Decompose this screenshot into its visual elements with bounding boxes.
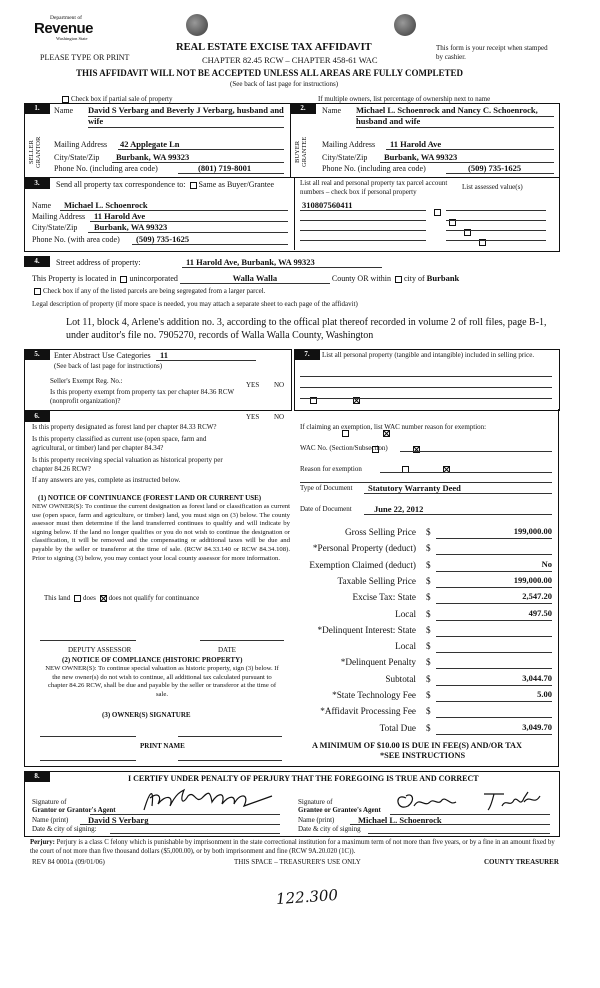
financial-row-value: 2,547.20 [436, 589, 552, 604]
currency-sign: $ [426, 527, 431, 537]
financial-row [300, 671, 556, 687]
logo-name: Revenue [34, 20, 94, 37]
location-row: This Property is located in unincorporated Walla Walla County OR within city of Burbank [32, 273, 460, 283]
financial-row [300, 622, 556, 638]
segregated-row: Check box if any of the listed parcels are being segregated from a larger parcel. [32, 287, 265, 296]
warning-text: THIS AFFIDAVIT WILL NOT BE ACCEPTED UNLESS ALL AREAS ARE FULLY COMPLETED [76, 68, 464, 78]
seller-phone: (801) 719-8001 [198, 163, 252, 173]
continuance-row: This land does does not qualify for continuance [44, 594, 200, 602]
section-5-number: 5. [24, 349, 50, 360]
doc-type: Statutory Warranty Deed [368, 483, 461, 493]
unincorporated-checkbox[interactable] [120, 276, 127, 283]
s6-note: If any answers are yes, complete as instructed below. [32, 476, 181, 484]
buyer-city: Burbank, WA 99323 [384, 152, 458, 162]
financial-row-label: *Personal Property (deduct) [312, 543, 416, 554]
parcel-list-label: List all real and personal property tax parcel account numbers – check box if personal property [300, 179, 448, 196]
section-3-number: 3. [24, 178, 50, 189]
see-instructions: *SEE INSTRUCTIONS [380, 751, 466, 760]
grantor-sig-label-1: Signature of [32, 798, 67, 806]
notice1-title: (1) NOTICE OF CONTINUANCE (FOREST LAND OR CURRENT USE) [38, 494, 262, 502]
s3-city-label: City/State/Zip [32, 223, 78, 232]
financial-row-label: Subtotal [385, 673, 416, 684]
financial-row [300, 687, 556, 703]
seller-city-label: City/State/Zip [54, 153, 100, 162]
city-checkbox[interactable] [395, 276, 402, 283]
seller-side-label: SELLER GRANTOR [28, 136, 42, 168]
s3-phone-label: Phone No. (with area code) [32, 235, 120, 244]
grantor-sig-label-2: Grantor or Grantor's Agent [32, 806, 116, 814]
wac-claim-label: If claiming an exemption, list WAC number reason for exemption: [300, 423, 487, 431]
parcel-checkbox-1[interactable] [434, 209, 441, 216]
currency-sign: $ [426, 722, 431, 733]
financial-row-label: Exemption Claimed (deduct) [309, 559, 416, 570]
abstract-note: (See back of last page for instructions) [54, 362, 163, 370]
seller-city: Burbank, WA 99323 [116, 152, 190, 162]
financial-row-value [436, 654, 552, 669]
currency-sign: $ [426, 706, 431, 717]
financial-row-value: 5.00 [436, 687, 552, 702]
financial-row-value: No [436, 557, 552, 572]
notice2-text: NEW OWNER(S): To continue special valuation as historic property, sign (3) below. If the new owner(s) do not wish to continue, all additional tax calculated pursuant to chapter 84.26 RCW, shall be due and payable by the seller or transferor at the time of sale. [45, 665, 279, 698]
form-subtitle: CHAPTER 82.45 RCW – CHAPTER 458-61 WAC [202, 55, 378, 65]
logo-dept: Department of [50, 15, 82, 21]
form-revision: REV 84 0001a (09/01/06) [32, 858, 105, 866]
financial-row-label: *Delinquent Penalty [340, 657, 416, 668]
buyer-name-label: Name [322, 106, 342, 115]
financial-row [300, 720, 556, 736]
grantor-date-label: Date & city of signing: [32, 825, 97, 833]
financial-row [300, 606, 556, 622]
financial-row-label: Local [395, 608, 416, 619]
instructions-note: (See back of last page for instructions) [230, 80, 339, 88]
financial-row [300, 703, 556, 719]
section-1-number: 1. [24, 103, 50, 114]
binder-hole-left [186, 14, 208, 36]
grantor-name: David S Verbarg [88, 815, 149, 825]
seller-phone-label: Phone No. (including area code) [54, 164, 158, 173]
s6-yes-label: YES [246, 413, 260, 421]
section-6-number: 6. [24, 411, 50, 422]
tax-correspondence-label: Send all property tax correspondence to: Same as Buyer/Grantee [56, 180, 275, 189]
grantee-sig-label-1: Signature of [298, 798, 333, 806]
s6-q1: Is this property designated as forest land per chapter 84.33 RCW? [32, 423, 217, 431]
financial-row-value [436, 622, 552, 637]
currency-sign: $ [426, 608, 431, 619]
print-note: PLEASE TYPE OR PRINT [40, 53, 130, 62]
s5-no-label: NO [274, 381, 285, 389]
financial-row-label: *Affidavit Processing Fee [320, 706, 416, 717]
financial-row [300, 589, 556, 605]
financial-row [300, 573, 556, 589]
currency-sign: $ [426, 673, 431, 684]
financial-row [300, 654, 556, 670]
property-street: 11 Harold Ave, Burbank, WA 99323 [186, 257, 315, 267]
partial-sale: Check box if partial sale of property [60, 95, 172, 104]
s6-no-label: NO [274, 413, 285, 421]
property-city: Burbank [426, 273, 460, 283]
currency-sign: $ [426, 641, 431, 652]
financial-row-label: Gross Selling Price [345, 527, 416, 537]
currency-sign: $ [426, 657, 431, 668]
s3-city: Burbank, WA 99323 [94, 222, 168, 232]
exemption-reason-label: Reason for exemption [300, 465, 362, 473]
financial-row [300, 540, 556, 556]
grantee-name-label: Name (print) [298, 816, 335, 824]
section-4-number: 4. [24, 256, 50, 267]
street-label: Street address of property: [56, 258, 141, 267]
doc-date: June 22, 2012 [374, 504, 424, 514]
form-title: REAL ESTATE EXCISE TAX AFFIDAVIT [176, 42, 372, 53]
financial-row-value [436, 540, 552, 555]
financial-row-value [436, 638, 552, 653]
seller-address: 42 Applegate Ln [120, 139, 180, 149]
financial-row-value: 199,000.00 [436, 573, 552, 588]
seller-address-label: Mailing Address [54, 140, 108, 149]
deputy-assessor-label: DEPUTY ASSESSOR [68, 646, 132, 654]
buyer-address: 11 Harold Ave [390, 139, 442, 149]
currency-sign: $ [426, 592, 431, 603]
owner-signature-label: (3) OWNER(S) SIGNATURE [102, 711, 191, 719]
same-as-buyer-checkbox[interactable] [190, 182, 197, 189]
financial-row-label: *Delinquent Interest: State [317, 624, 416, 635]
land-not-qualify-checkbox[interactable] [100, 595, 107, 602]
s3-name-label: Name [32, 201, 52, 210]
abstract-value: 11 [160, 350, 169, 360]
grantee-date-label: Date & city of signing [298, 825, 361, 833]
dor-logo [30, 10, 100, 42]
s5-yes-label: YES [246, 381, 260, 389]
notice1-text: NEW OWNER(S): To continue the current designation as forest land or classification as current use (open space, farm and agriculture, or timber) land, you must sign on (3) below. The county assessor must then determine if the land transferred continues to qualify and will indicate by signing below. If the land no longer qualifies or you do not wish to continue the designation or classification, it will be removed and the compensating or additional taxes will be due and payable by the seller or transferor at the time of sale. (RCW 84.33.140 or RCW 84.34.108). Prior to signing (3) below, you may contact your local county assessor for more information. [32, 503, 290, 562]
minimum-due: A MINIMUM OF $10.00 IS DUE IN FEE(S) AND/OR TAX [312, 741, 523, 750]
legal-description: Lot 11, block 4, Arlene's addition no. 3, according to the offical plat thereof recorded in volume 2 of roll files, page B-1, under auditor's file no. 7905270, records of Walla Walla County, Washington [66, 317, 547, 341]
financial-row-value [436, 703, 552, 718]
exempt-reg-label: Seller's Exempt Reg. No.: [50, 377, 123, 385]
financial-row-label: Local [395, 641, 416, 652]
grantee-signature [394, 788, 544, 814]
personal-property-label: List all personal property (tangible and intangible) included in selling price. [322, 351, 535, 359]
buyer-phone-label: Phone No. (including area code) [322, 164, 426, 173]
assessed-value-label: List assessed value(s) [462, 183, 523, 191]
currency-sign: $ [426, 575, 431, 586]
s3-name: Michael L. Schoenrock [64, 200, 148, 210]
binder-hole-right [394, 14, 416, 36]
county-treasurer: COUNTY TREASURER [484, 858, 559, 866]
land-does-checkbox[interactable] [74, 595, 81, 602]
doc-date-label: Date of Document [300, 505, 352, 513]
buyer-address-label: Mailing Address [322, 140, 376, 149]
financial-row-label: Taxable Selling Price [337, 575, 416, 586]
notice2-title: (2) NOTICE OF COMPLIANCE (HISTORIC PROPERTY) [62, 656, 243, 664]
s3-address-label: Mailing Address [32, 212, 86, 221]
buyer-city-label: City/State/Zip [322, 153, 368, 162]
financial-row-label: Total Due [379, 722, 416, 733]
buyer-phone: (509) 735-1625 [468, 163, 522, 173]
financial-row-label: *State Technology Fee [332, 690, 416, 700]
date-label: DATE [218, 646, 236, 654]
s3-phone: (509) 735-1625 [136, 234, 190, 244]
abstract-label: Enter Abstract Use Categories [54, 351, 151, 360]
section-2-number: 2. [290, 103, 316, 114]
buyer-name: Michael L. Schoenrock and Nancy C. Schoenrock, husband and wife [356, 105, 538, 126]
handwritten-number: 122.300 [275, 885, 339, 909]
grantee-sig-label-2: Grantee or Grantee's Agent [298, 806, 381, 814]
partial-sale-checkbox[interactable] [62, 96, 69, 103]
financial-row [300, 557, 556, 573]
currency-sign: $ [426, 624, 431, 635]
doc-type-label: Type of Document [300, 484, 353, 492]
property-county: Walla Walla [180, 273, 330, 284]
print-name-label: PRINT NAME [140, 742, 185, 750]
treasurer-space: THIS SPACE – TREASURER'S USE ONLY [234, 858, 361, 866]
s5-question: Is this property exempt from property tax per chapter 84.36 RCW (nonprofit organization)? [50, 388, 234, 405]
grantor-name-label: Name (print) [32, 816, 69, 824]
grantee-name: Michael L. Schoenrock [358, 815, 442, 825]
financial-row-value: 3,049.70 [436, 720, 552, 735]
multi-owner-note: If multiple owners, list percentage of ownership next to name [318, 95, 491, 103]
section-7-number: 7. [294, 349, 320, 360]
seller-name-label: Name [54, 106, 74, 115]
financial-row-label: Excise Tax: State [352, 592, 416, 603]
financial-row [300, 524, 556, 540]
financial-row-value: 199,000.00 [436, 524, 552, 539]
seller-name: David S Verbarg and Beverly J Verbarg, husband and wife [88, 105, 284, 126]
currency-sign: $ [426, 690, 431, 700]
perjury-notice: Perjury: Perjury is a class C felony which is punishable by imprisonment in the state correctional institution for a maximum term of not more than five years, or by a fine in an amount fixed by the court of not more than five thousand dollars ($5,000.00), or by both imprisonment and fine (RCW 9A.20.020 (1C)). [30, 839, 555, 855]
currency-sign: $ [426, 559, 431, 570]
wac-number-label: WAC No. (Section/Subsection) [300, 444, 388, 452]
segregated-checkbox[interactable] [34, 288, 41, 295]
financial-row-value: 3,044.70 [436, 671, 552, 686]
parcel-number: 310807560411 [302, 200, 353, 210]
grantor-signature [140, 786, 280, 814]
s3-address: 11 Harold Ave [94, 211, 146, 221]
s6-q3: Is this property receiving special valuation as historical property per chapter 84.26 RCW? [32, 456, 223, 473]
legal-label: Legal description of property (if more space is needed, you may attach a separate sheet to each page of the affidavit) [32, 300, 358, 308]
financial-row-value: 497.50 [436, 606, 552, 621]
logo-state: Washington State [56, 36, 88, 41]
currency-sign: $ [426, 543, 431, 554]
s6-q2: Is this property classified as current use (open space, farm and agricultural, or timber) land per chapter 84.34? [32, 435, 207, 452]
section-8-number: 8. [24, 771, 50, 782]
receipt-note: This form is your receipt when stamped by cashier. [436, 44, 548, 61]
financial-row [300, 638, 556, 654]
buyer-side-label: BUYER GRANTEE [294, 136, 308, 168]
certify-text: I CERTIFY UNDER PENALTY OF PERJURY THAT THE FOREGOING IS TRUE AND CORRECT [128, 774, 479, 783]
